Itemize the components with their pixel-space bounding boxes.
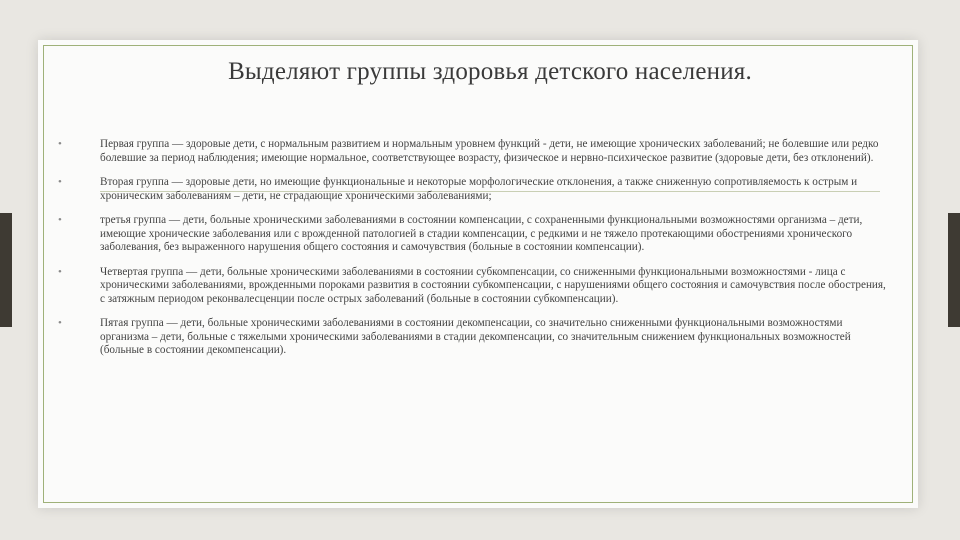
list-item bbox=[58, 214, 893, 255]
list-item-text: Четвертая группа — дети, больные хроническими заболеваниями в состоянии субкомпенсации, со сниженными функциональными возможностями - лица с хроническими заболеваниями, врожденными пороками развития в состоянии субкомпенсации, с нарушениями общего состояния и самочувствия после обострения, с затяжным периодом реконвалесценции после острых заболеваний (больные в состоянии субкомпенсации). bbox=[100, 265, 886, 305]
bullet-icon: • bbox=[58, 265, 62, 278]
list-item-text: Вторая группа — здоровые дети, но имеющие функциональные и некоторые морфологические отклонения, а также сниженную сопротивляемость к острым и хроническим заболеваниям – дети, не страдающие хроническими заболеваниями; bbox=[100, 176, 858, 202]
list-item-text: Пятая группа — дети, больные хроническими заболеваниями в состоянии декомпенсации, со значительно сниженными функциональными возможностями организма – дети, больные с тяжелыми хроническими заболеваниями в стадии декомпенсации, со значительным снижением функциональных возможностей (больные в состоянии декомпенсации). bbox=[100, 317, 851, 356]
list-item bbox=[58, 266, 893, 307]
list-item-text: Первая группа — здоровые дети, с нормальным развитием и нормальным уровнем функций - дети, не имеющие хронических заболеваний; не болевшие или редко болевшие за период наблюдения; имеющие нормальное, соответствующее возрасту, физическое и нервно-психическое развитие (здоровые дети, без отклонений). bbox=[100, 138, 879, 164]
left-edge-bar bbox=[0, 213, 12, 327]
bullet-icon: • bbox=[58, 317, 62, 329]
list-item-text: третья группа — дети, больные хроническими заболеваниями в состоянии компенсации, с сохраненными функциональными возможностями организма – дети, имеющие хронические заболевания или с врожденной патологией в стадии компенсации, с редкими и не тяжело протекающими обострениями хронического заболевания, без выраженного нарушения общего состояния и самочувствия (больные в состоянии компенсации). bbox=[100, 214, 863, 253]
list-item bbox=[58, 176, 893, 203]
list-item bbox=[58, 317, 893, 358]
bullet-icon: • bbox=[58, 214, 62, 226]
bullet-list bbox=[58, 138, 893, 369]
slide bbox=[38, 40, 918, 508]
bullet-icon: • bbox=[58, 138, 62, 150]
right-edge-bar bbox=[948, 213, 960, 327]
slide-title: Выделяют группы здоровья детского населения. bbox=[228, 58, 752, 85]
list-item bbox=[58, 138, 893, 165]
bullet-icon: • bbox=[58, 176, 62, 188]
